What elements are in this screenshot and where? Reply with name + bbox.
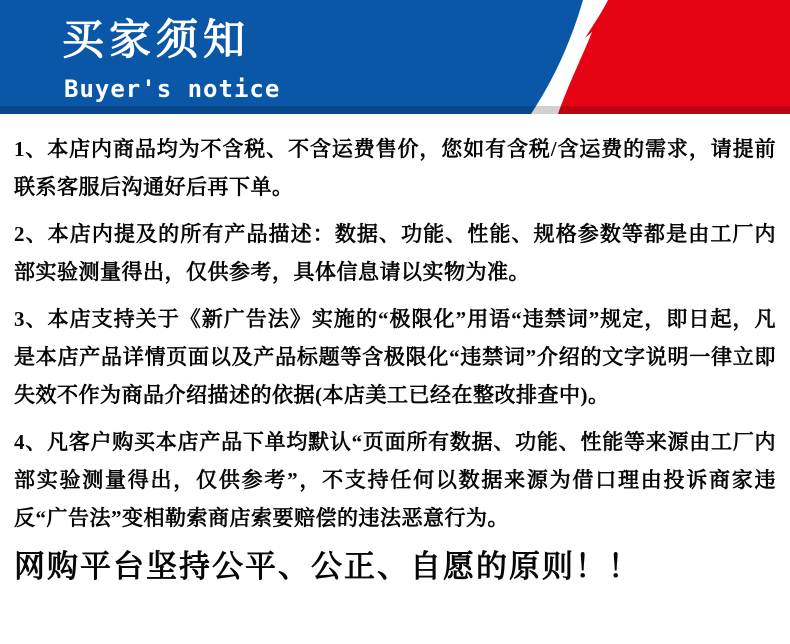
notice-item-1: 1、本店内商品均为不含税、不含运费售价，您如有含税/含运费的需求，请提前联系客服后沟通好后再下单。 xyxy=(14,137,776,199)
notice-item-2: 2、本店内提及的所有产品描述：数据、功能、性能、规格参数等都是由工厂内部实验测量得出，仅供参考，具体信息请以实物为准。 xyxy=(14,222,776,284)
notice-item-4: 4、凡客户购买本店产品下单均默认“页面所有数据、功能、性能等来源由工厂内部实验测量得出，仅供参考”，不支持任何以数据来源为借口理由投诉商家违反“广告法”变相勒索商店索要赔偿的违法恶意行为。 xyxy=(14,430,776,530)
page-subtitle: Buyer's notice xyxy=(64,75,281,103)
notice-item-3: 3、本店支持关于《新广告法》实施的“极限化”用语“违禁词”规定，即日起，凡是本店产品详情页面以及产品标题等含极限化“违禁词”介绍的文字说明一律立即失效不作为商品介绍描述的依据(本店美工已经在整改排查中)。 xyxy=(14,307,776,407)
notice-principle-line: 网购平台坚持公平、公正、自愿的原则！！ xyxy=(14,549,641,584)
notice-body xyxy=(0,114,790,588)
header-banner xyxy=(0,0,790,114)
page-title: 买家须知 xyxy=(62,18,251,64)
banner-bottom-edge xyxy=(0,106,790,114)
